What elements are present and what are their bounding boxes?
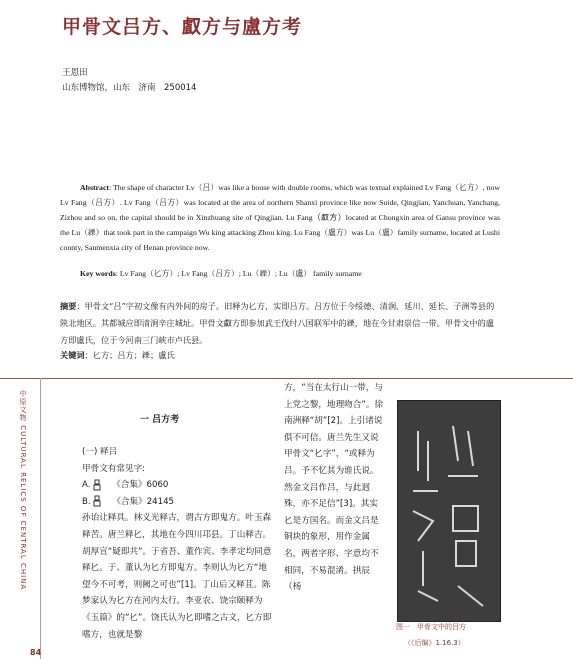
section-heading: 一 吕方考 — [140, 415, 180, 425]
keywords-english — [80, 268, 500, 279]
abstract-cn-label: 摘要 — [60, 301, 77, 311]
body-paragraph: 方，“当在太行山一带，与上党之黎，地理吻合”。徐南洲释“胡”[2]。上引诸说俱不可信。唐兰先生又说甲骨文“𠤎字”，“或释为吕。予不忆其为谁氏说。然金文吕作吕，与此迥殊，亦不足信”[3]。其实𠤎是方国名。而金文吕是铜块的象形，用作金属名，两者字形、字意均不相同，不易混淆。拱辰（杨 — [284, 383, 383, 593]
example-letter: B. — [82, 496, 91, 507]
figure-caption: 图一 甲骨文中的吕方 — [396, 623, 466, 631]
keywords-cn-text: ：𠤎方；吕方；𦃊；盧氏 — [84, 350, 175, 360]
subsection-heading: (一) 释吕 — [82, 447, 118, 457]
keywords-label: Key words — [80, 269, 116, 278]
body-column-1 — [82, 444, 272, 643]
abstract-text: : The shape of character Lv（吕）was like a house with double rooms, which was textual explained Lv Fang（𠤎方）, now Lv Fang（吕方）. Lv Fang（吕方）was located at the area of northern Shanxi province like now Suide, Qingjian, Yanchuan, Yanchang, Zizhou and so on, the capital should be in Xinzhuang site of Qingjian. Lu Fang（𠭯方）located at Chongxin area of Gansu province was the Lu（𦃊）that took part in the campaign Wu king attacking Zhou king. Lu Fang（盧方）was Lu（盧）family surname, located at Lushi county, Sanmenxia city of Henan province now. — [60, 183, 500, 252]
abstract-english — [60, 180, 500, 255]
journal-name-en: CULTURAL RELICS OF CENTRAL CHINA — [19, 425, 27, 591]
example-source: 《合集》6060 — [112, 480, 169, 491]
intro-line: 甲骨文有常见字: — [82, 463, 146, 474]
example-letter: A. — [82, 480, 91, 491]
oracle-bone-rubbing-image — [397, 400, 501, 622]
rubbing-texture — [398, 401, 500, 621]
body-paragraph: 孙诒让释具。林义光释古，谓古方即鬼方。叶玉森释苦。唐兰释𠤎，其地在今四川邛县。丁山释吉。胡厚宣“疑即共”。于省吾、董作宾、李孝定均同意释𠤎。于、董认为𠤎方即鬼方。李则认为𠤎方“地望今不可考，则阙之可也”[1]。丁山后又释苴。陈梦家认为𠤎方在河内太行。李亚农、饶宗颐释为《玉篇》的“𠤎”。饶氏认为𠤎即嗜之古文，𠤎方即嗜方，也就是黎 — [82, 513, 272, 640]
author-name: 王恩田 — [62, 68, 88, 78]
abstract-label: Abstract — [80, 183, 110, 192]
example-source: 《合集》24145 — [112, 496, 175, 507]
keywords-text: : Lv Fang（𠤎方）; Lv Fang（吕方）; Lu（𦃊）; Lu（盧） family surname — [115, 269, 362, 278]
journal-name-vertical — [8, 390, 28, 590]
body-column-2 — [284, 380, 384, 596]
section-divider — [0, 378, 573, 379]
keywords-chinese — [60, 350, 175, 361]
example-b — [82, 494, 272, 511]
oracle-glyph-icon — [93, 479, 101, 491]
example-a — [82, 477, 272, 494]
page-number: 84 — [30, 648, 42, 657]
oracle-glyph-icon — [93, 495, 101, 507]
author-affiliation: 山东博物馆，山东 济南 250014 — [62, 83, 197, 93]
article-title: 甲骨文吕方、𠭯方与盧方考 — [62, 16, 303, 38]
abstract-cn-text: ：甲骨文“吕”字初文像有内外间的房子。旧释为𠤎方，实即吕方。吕方位于今绥德、清涧、延川、延长、子洲等县的陕北地区。其都城应即清涧辛庄城址。甲骨文𠭯方即参加武王伐纣八国联军中的𦃊，地在今甘肃崇信一带。甲骨文中的盧方即盧氏，位于今河南三门峡市卢氏县。 — [60, 301, 495, 345]
figure-source: （《后编》1.16.3） — [404, 639, 465, 647]
keywords-cn-label: 关键词 — [60, 350, 85, 360]
abstract-chinese — [60, 298, 500, 349]
journal-name-cn: 中原文物 — [19, 390, 27, 422]
